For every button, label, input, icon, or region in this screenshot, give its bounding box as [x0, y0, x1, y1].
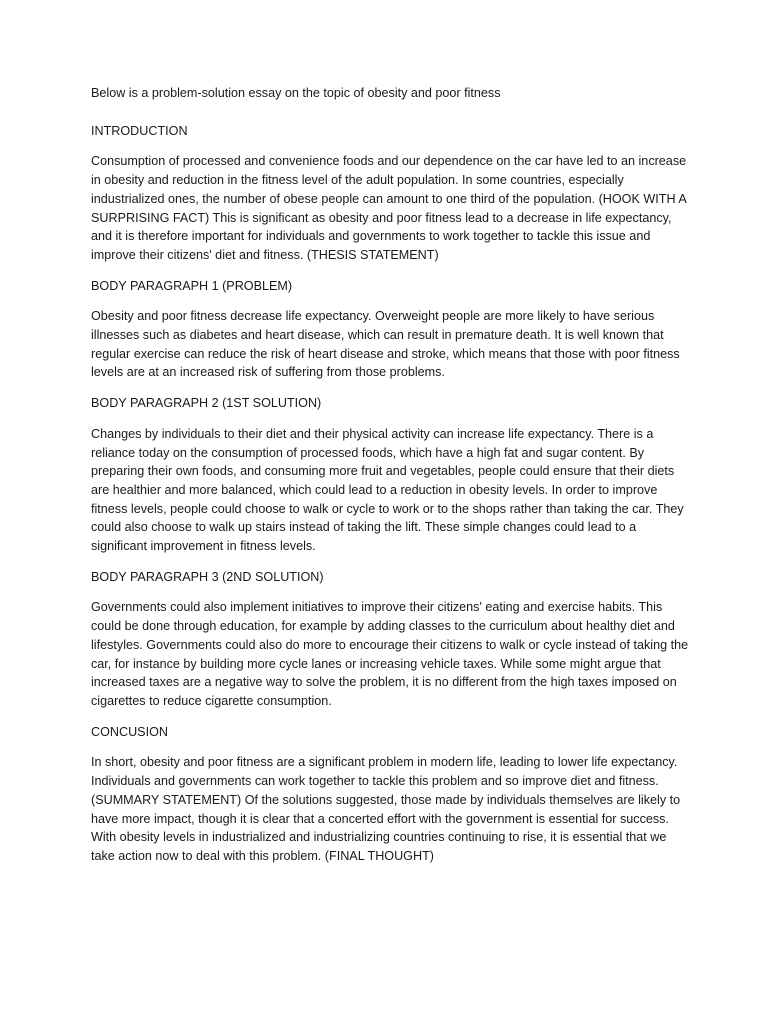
- section-paragraph-introduction: Consumption of processed and convenience foods and our dependence on the car have led to an increase in obesity and reduction in the fitness level of the adult population. In some countries, especially industrialized ones, the number of obese people can amount to one third of the population. (HOOK WITH A SURPRISING FACT) This is significant as obesity and poor fitness lead to a decrease in life expectancy, and it is therefore important for individuals and governments to work together to tackle this issue and improve their citizens' diet and fitness. (THESIS STATEMENT): [91, 154, 687, 262]
- section-heading-body-1: BODY PARAGRAPH 1 (PROBLEM): [91, 278, 293, 293]
- section-heading-conclusion: CONCUSION: [91, 724, 168, 739]
- section-paragraph-body-1: Obesity and poor fitness decrease life expectancy. Overweight people are more likely to have serious illnesses such as diabetes and heart disease, which can result in premature death. It is well known that regular exercise can reduce the risk of heart disease and stroke, which means that those with poor fitness levels are at an increased risk of suffering from those problems.: [91, 309, 680, 380]
- document-page: [91, 84, 691, 878]
- section-heading-introduction: INTRODUCTION: [91, 123, 188, 138]
- section-paragraph-conclusion: In short, obesity and poor fitness are a significant problem in modern life, leading to lower life expectancy. Individuals and governments can work together to tackle this problem and so improve diet and fitness. (SUMMARY STATEMENT) Of the solutions suggested, those made by individuals themselves are likely to have more impact, though it is clear that a concerted effort with the government is essential for success. With obesity levels in industrialized and industrializing countries continuing to rise, it is essential that we take action now to deal with this problem. (FINAL THOUGHT): [91, 755, 681, 863]
- section-paragraph-body-2: Changes by individuals to their diet and their physical activity can increase life expectancy. There is a reliance today on the consumption of processed foods, which have a high fat and sugar content. By preparing their own foods, and consuming more fruit and vegetables, people could ensure that their diets are healthier and more balanced, which could lead to a reduction in obesity levels. In order to improve fitness levels, people could choose to walk or cycle to work or to the shops rather than taking the car. They could also choose to walk up stairs instead of taking the lift. These simple changes could lead to a significant improvement in fitness levels.: [91, 426, 684, 554]
- intro-line: Below is a problem-solution essay on the topic of obesity and poor fitness: [91, 86, 501, 100]
- section-heading-body-3: BODY PARAGRAPH 3 (2ND SOLUTION): [91, 569, 324, 584]
- section-heading-body-2: BODY PARAGRAPH 2 (1ST SOLUTION): [91, 396, 322, 411]
- section-paragraph-body-3: Governments could also implement initiatives to improve their citizens' eating and exercise habits. This could be done through education, for example by adding classes to the curriculum about healthy diet and lifestyles. Governments could also do more to encourage their citizens to walk or cycle instead of taking the car, for instance by building more cycle lanes or increasing vehicle taxes. While some might argue that increased taxes are a negative way to solve the problem, it is no different from the high taxes imposed on cigarettes to reduce cigarette consumption.: [91, 600, 689, 708]
